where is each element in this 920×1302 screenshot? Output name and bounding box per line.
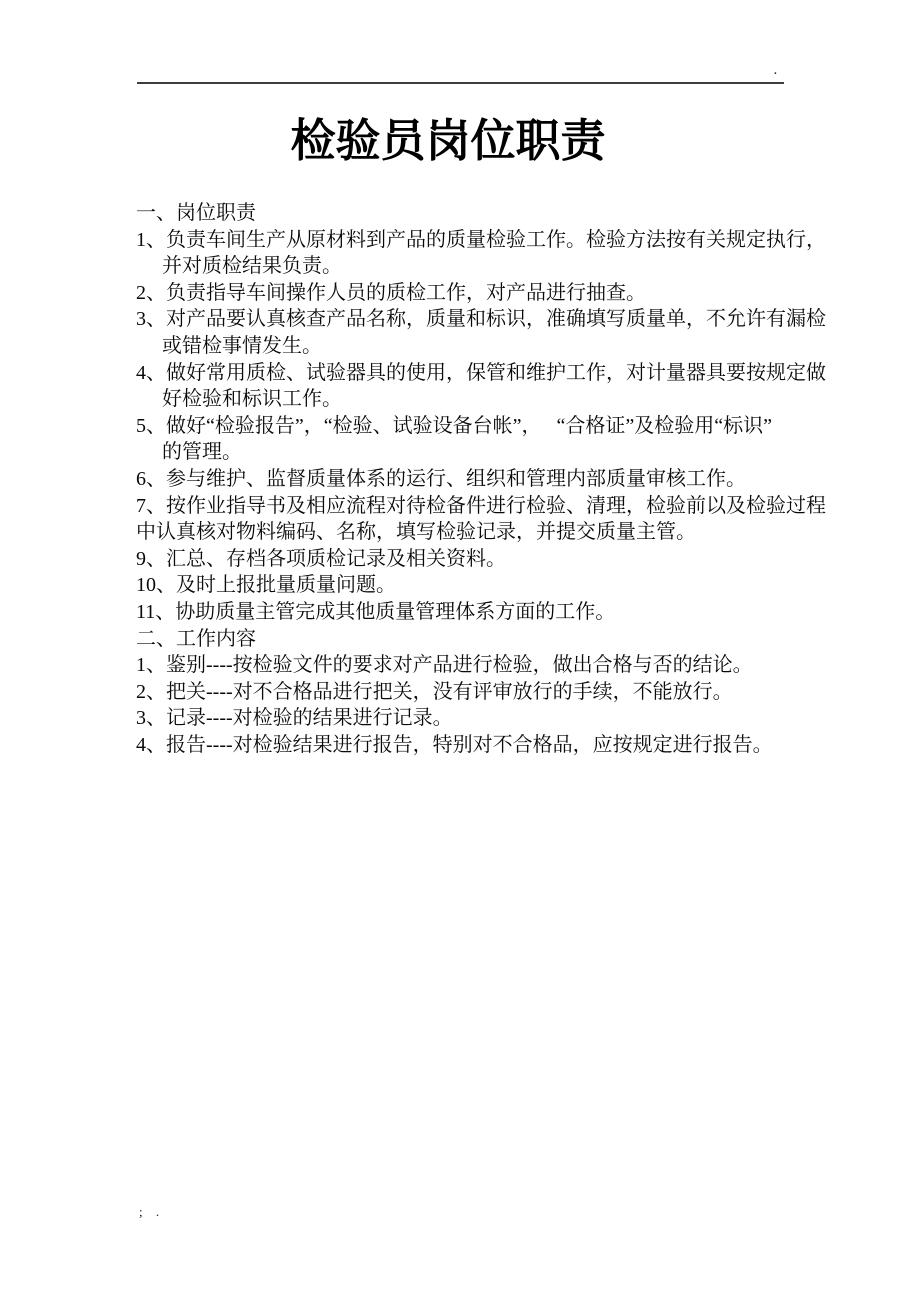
- text-line: 5、做好“检验报告”，“检验、试验设备台帐”， “合格证”及检验用“标识”: [136, 414, 773, 437]
- text-line: 6、参与维护、监督质量体系的运行、组织和管理内部质量审核工作。: [136, 467, 746, 490]
- text-line: 好检验和标识工作。: [162, 388, 342, 411]
- footer-stray-marks: ; .: [139, 1204, 165, 1219]
- text-line: 2、把关----对不合格品进行把关，没有评审放行的手续，不能放行。: [136, 680, 733, 703]
- document-title: 检验员岗位职责: [290, 116, 606, 166]
- text-line: 9、汇总、存档各项质检记录及相关资料。: [136, 547, 506, 570]
- header-rule: [137, 82, 784, 84]
- text-line: 4、报告----对检验结果进行报告，特别对不合格品，应按规定进行报告。: [136, 733, 773, 756]
- text-line: 二、工作内容: [136, 627, 256, 650]
- text-line: 11、协助质量主管完成其他质量管理体系方面的工作。: [136, 600, 616, 623]
- text-line: 3、对产品要认真核查产品名称，质量和标识，准确填写质量单，不允许有漏检: [136, 308, 826, 331]
- text-line: 7、按作业指导书及相应流程对待检备件进行检验、清理，检验前以及检验过程: [136, 494, 826, 517]
- text-line: 10、及时上报批量质量问题。: [136, 574, 396, 597]
- text-line: 的管理。: [162, 441, 242, 464]
- text-line: 1、鉴别----按检验文件的要求对产品进行检验，做出合格与否的结论。: [136, 654, 753, 677]
- text-line: 2、负责指导车间操作人员的质检工作，对产品进行抽查。: [136, 281, 646, 304]
- text-line: 中认真核对物料编码、名称，填写检验记录，并提交质量主管。: [136, 521, 696, 544]
- header-stray-dot: .: [774, 65, 777, 77]
- text-line: 一、岗位职责: [136, 202, 256, 224]
- text-line: 3、记录----对检验的结果进行记录。: [136, 707, 453, 730]
- document-body: [136, 200, 826, 758]
- text-line: 并对质检结果负责。: [162, 255, 342, 278]
- text-line: 或错检事情发生。: [162, 334, 322, 357]
- text-line: 1、负责车间生产从原材料到产品的质量检验工作。检验方法按有关规定执行，: [136, 228, 826, 251]
- text-line: 4、做好常用质检、试验器具的使用，保管和维护工作，对计量器具要按规定做: [136, 361, 826, 384]
